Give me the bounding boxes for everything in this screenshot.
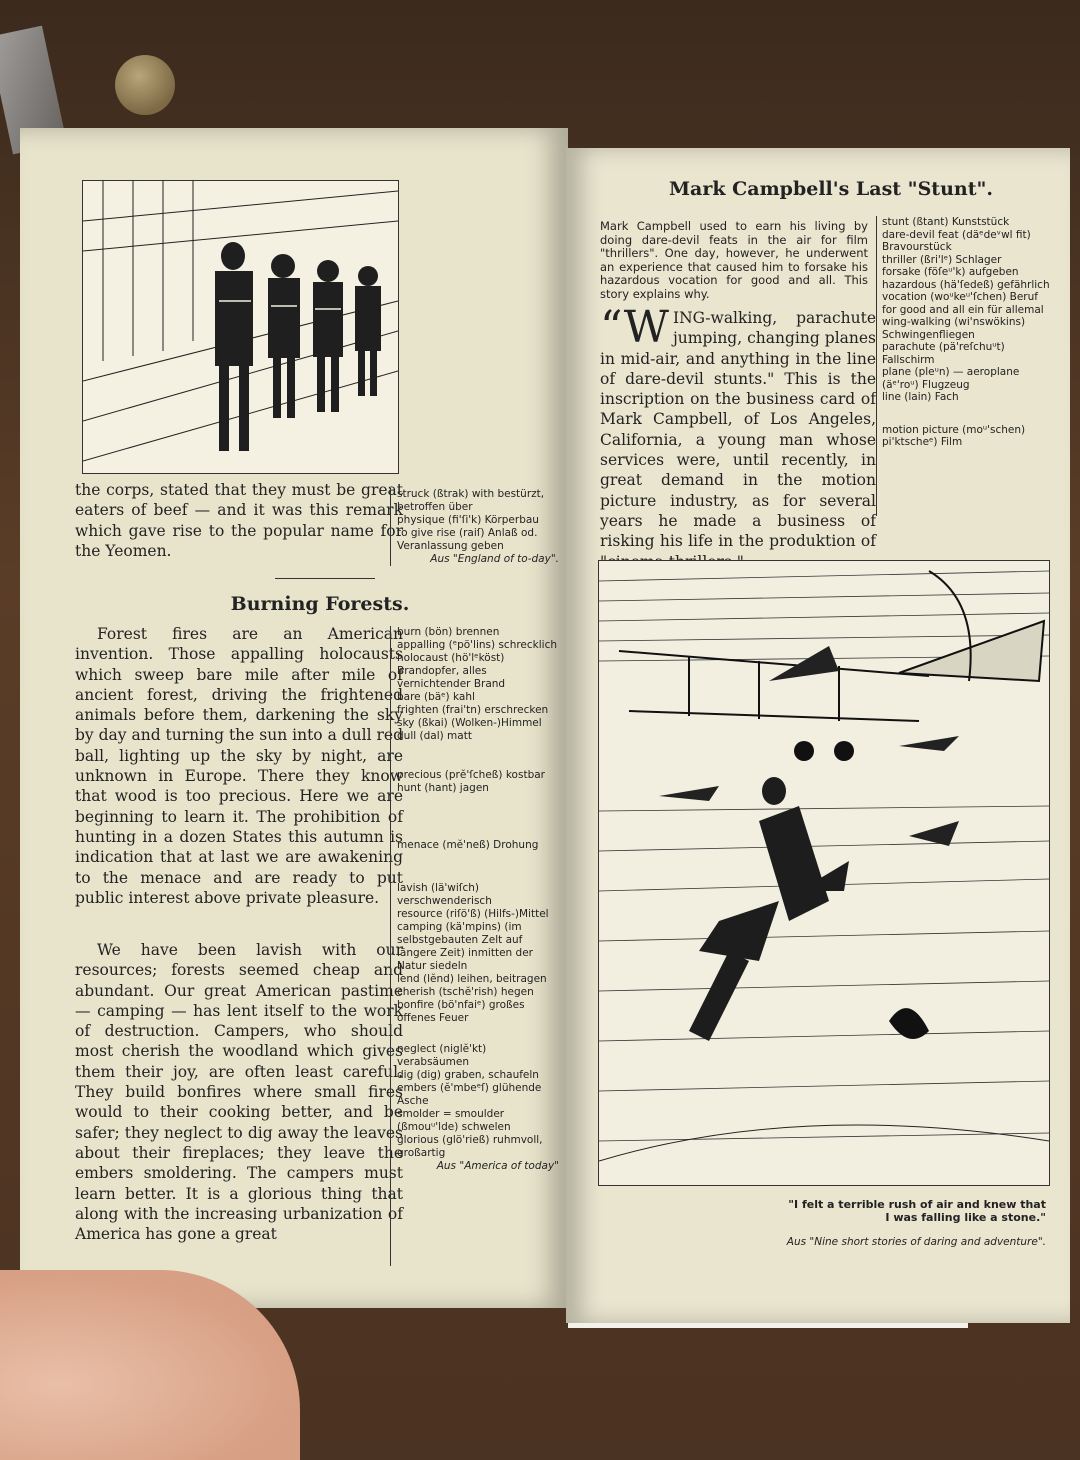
gloss-entry: glorious (glö'rieß) ruhmvoll, großartig — [397, 1134, 543, 1159]
gloss-entry: hunt (hant) jagen — [397, 782, 489, 794]
drop-cap: “W — [600, 302, 669, 353]
gloss-entry: lavish (lä'wiſch) verschwenderisch — [397, 882, 492, 907]
gloss-entry: menace (mĕ'neß) Drohung — [397, 839, 539, 851]
gloss-entry: sky (ßkai) (Wolken-)Himmel — [397, 717, 542, 729]
gloss-entry: frighten (frai'tn) erschrecken — [397, 704, 549, 716]
gloss-entry: wing-walking (wi'nswökins) Schwingenfliegen — [882, 316, 1026, 341]
gloss-entry: motion picture (moᵘ'schen) pi'ktscheᵉ) Film — [882, 423, 1026, 448]
gloss-entry: appalling (ᵉpö'lins) schrecklich — [397, 639, 558, 651]
story-text — [600, 302, 876, 572]
gloss-entry: dare-devil feat (däᵉdeᵛwl fit) Bravourstück — [882, 228, 1031, 253]
source-line: Aus "America of today" — [436, 1160, 559, 1172]
gloss-entry: embers (ĕ'mbeᵉſ) glühende Asche — [397, 1082, 542, 1107]
gloss-entry: precious (prĕ'ſcheß) kostbar — [397, 769, 545, 781]
gloss-entry: vocation (woᵘkeᵘ'ſchen) Beruf — [882, 291, 1038, 303]
story-glosses — [876, 216, 1058, 516]
right-page — [566, 148, 1070, 1323]
gloss-entry: to give rise (raiſ) Anlaß od. Veranlassung geben — [397, 527, 538, 552]
gloss-entry: burn (bön) brennen — [397, 626, 500, 638]
gloss-entry: stunt (ßtant) Kunststück — [882, 216, 1010, 228]
yeomen-illustration — [82, 180, 399, 474]
story-intro: Mark Campbell used to earn his living by doing dare-devil feats in the air for film "thrillers". One day, however, he underwent an experience that caused him to forsake his hazardous vocation for good and all. This story explains why. — [600, 219, 868, 301]
source-line: Aus "Nine short stories of daring and adventure". — [786, 1236, 1046, 1248]
source-line: Aus "England of to-day". — [430, 553, 559, 565]
gloss-entry: for good and all ein für allemal — [882, 303, 1044, 316]
caption-line: I was falling like a stone." — [885, 1211, 1046, 1224]
gloss-entry: plane (pleᵘn) — aeroplane (äᵉ'roᵘ) Flugzeug — [882, 366, 1020, 391]
gloss-entry: bare (bäᵉ) kahl — [397, 691, 475, 703]
open-booklet — [20, 128, 1070, 1323]
gloss-entry: struck (ßtrak) with bestürzt, betroffen über — [397, 488, 545, 513]
divider — [275, 578, 375, 579]
continued-text: the corps, stated that they must be great eaters of beef — and it was this remark which gave rise to the popular name for the Yeomen. — [75, 481, 403, 560]
gloss-entry: lend (lĕnd) leihen, beitragen — [397, 973, 547, 985]
gloss-entry: hazardous (hä'ſedeß) gefährlich — [882, 278, 1050, 291]
continued-glosses — [390, 488, 559, 566]
paragraph-1: Forest fires are an American invention. Those appalling holocausts which sweep bare mile after mile of ancient forest, driving the frightened animals before them, darkening the sky by day and turning the sun into a dull red ball, lighting up the sky by night, are unknown in Europe. There they know that wood is too precious. Here we are beginning to learn it. The prohibition of hunting in a dozen States this autumn is indication that at last we are awakening to the menace and are ready to put public interest above private pleasure. — [75, 625, 403, 907]
article-title: Burning Forests. — [230, 593, 410, 615]
gloss-entry: physique (fi'ſi'k) Körperbau — [397, 514, 539, 526]
left-page — [20, 128, 568, 1308]
gloss-entry: parachute (pä'reſchuᵘt) Fallschirm — [882, 341, 1005, 366]
falling-man-illustration — [598, 560, 1050, 1186]
gloss-entry: holocaust (hö'lᵉköst) Brandopfer, alles vernichtender Brand — [397, 652, 506, 690]
story-title: Mark Campbell's Last "Stunt". — [669, 178, 993, 200]
story-body: ING-walking, parachute jumping, changing planes in mid-air, and anything in the line of dare-devil stunts." This is the inscription on the business card of Mark Campbell, of Los Angeles, California, a young man whose services were, until recently, in great demand in the motion picture industry, as for several years he made a business of risking his life in the produktion of — [600, 309, 876, 551]
gloss-entry: forsake (föſeᵘ'k) aufgeben — [882, 266, 1019, 278]
gloss-entry: thriller (ßri'lᵉ) Schlager — [882, 253, 1002, 266]
gloss-entry: neglect (niglĕ'kt) verabsäumen — [397, 1043, 487, 1068]
gloss-entry: cherish (tschĕ'rish) hegen — [397, 986, 534, 998]
paragraph-2: We have been lavish with our resources; forests seemed cheap and abundant. Our great American pastime — camping — has lent itself to the work of destruction. Campers, who should most cherish the woodland which gives them their joy, are often least careful. They build bonfires where small fires would to their cooking better, and be safer; they neglect to dig away the leaves about their fireplaces; they leave the embers smoldering. The campers must learn better. It is a glorious thing that along with the increasing urbanization of America has gone a great — [75, 941, 403, 1244]
gloss-entry: bonfire (bö'nfaiᵉ) großes offenes Feuer — [397, 999, 525, 1024]
gloss-entry: camping (kä'mpins) (im selbstgebauten Zelt auf längere Zeit) inmitten der Natur siedeln — [397, 921, 533, 972]
coin — [115, 55, 175, 115]
gloss-entry: line (lain) Fach — [882, 391, 959, 403]
illustration-caption — [606, 1198, 1046, 1224]
forest-glosses — [390, 626, 559, 1266]
caption-line: "I felt a terrible rush of air and knew that — [788, 1198, 1046, 1211]
gloss-entry: dull (dal) matt — [397, 730, 472, 742]
gloss-entry: smolder = smoulder (ßmouᵘ'lde) schwelen — [397, 1108, 511, 1133]
gloss-entry: dig (dig) graben, schaufeln — [397, 1069, 539, 1081]
gloss-entry: resource (riſö'ß) (Hilfs-)Mittel — [397, 908, 549, 920]
